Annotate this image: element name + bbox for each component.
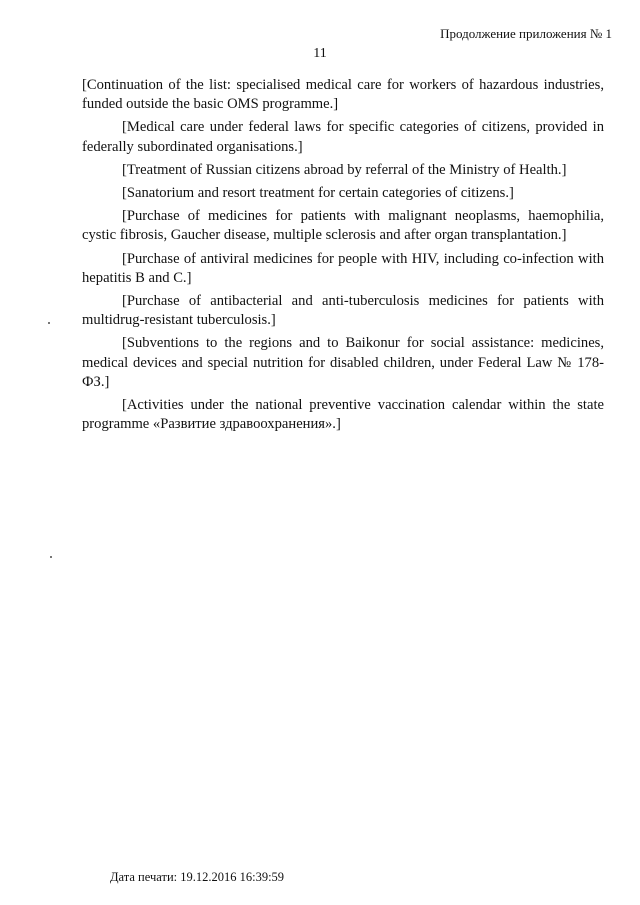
- scan-speck: [48, 322, 50, 324]
- paragraph: [Activities under the national preventive vaccination calendar within the state programme «Развитие здравоохранения».]: [82, 397, 604, 433]
- print-date: Дата печати: 19.12.2016 16:39:59: [110, 870, 285, 884]
- paragraph: [Purchase of antiviral medicines for people with HIV, including co-infection with hepatitis B and C.]: [82, 250, 604, 286]
- paragraph: [Purchase of antibacterial and anti-tuberculosis medicines for patients with multidrug-resistant tuberculosis.]: [82, 293, 604, 329]
- appendix-header: Продолжение приложения № 1: [440, 26, 612, 41]
- paragraph: [Subventions to the regions and to Baikonur for social assistance: medicines, medical devices and special nutrition for disabled children, under Federal Law № 178-ФЗ.]: [82, 335, 604, 390]
- paragraph: [Continuation of the list: specialised medical care for workers of hazardous industries, funded outside the basic OMS programme.]: [82, 77, 604, 113]
- scan-speck: [50, 556, 52, 558]
- document-body: [82, 76, 604, 438]
- paragraph: [Sanatorium and resort treatment for certain categories of citizens.]: [122, 185, 514, 202]
- paragraph: [Medical care under federal laws for specific categories of citizens, provided in federally subordinated organisations.]: [82, 119, 604, 155]
- paragraph: [Purchase of medicines for patients with malignant neoplasms, haemophilia, cystic fibrosis, Gaucher disease, multiple sclerosis and after organ transplantation.]: [82, 208, 604, 244]
- paragraph: [Treatment of Russian citizens abroad by referral of the Ministry of Health.]: [122, 161, 567, 178]
- page-number: 11: [313, 46, 327, 61]
